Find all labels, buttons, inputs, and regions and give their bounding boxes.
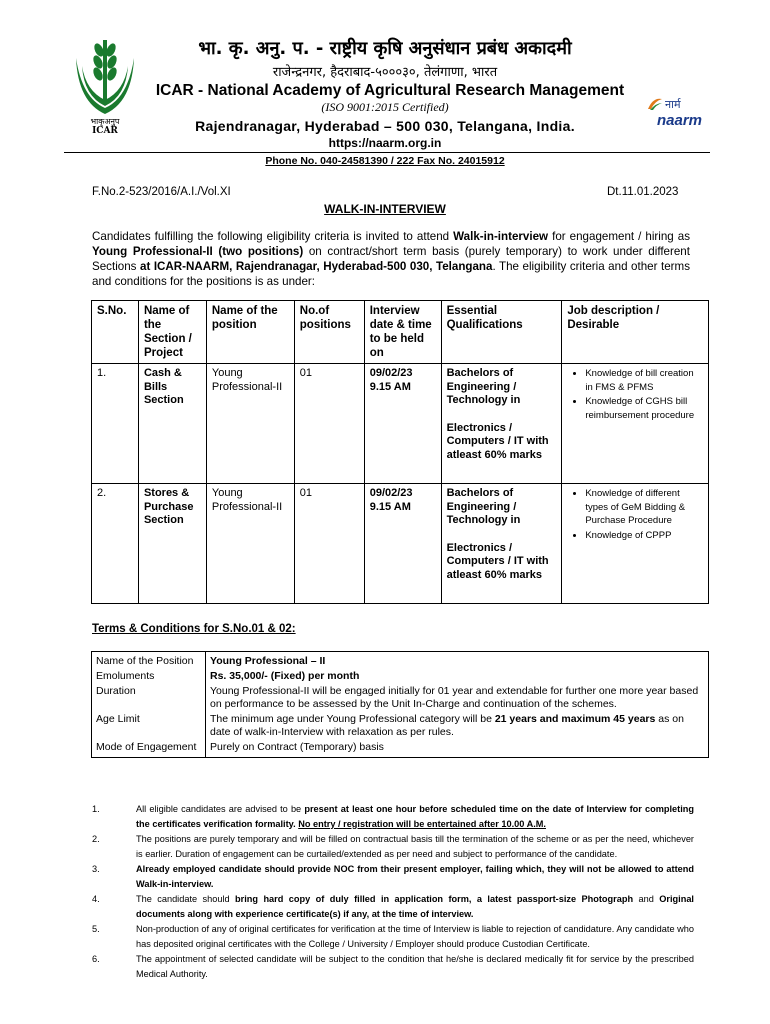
terms-table (91, 651, 709, 758)
terms-value: Rs. 35,000/- (Fixed) per month (206, 669, 709, 684)
icar-logo-hindi: भाकृअनुप (90, 117, 120, 126)
institute-address-hindi: राजेन्द्रनगर, हैदराबाद-५०००३०, तेलंगाणा, भारत (272, 65, 498, 80)
institute-title: ICAR - National Academy of Agricultural Research Management (155, 82, 625, 99)
note-bold: Already employed candidate should provide NOC from their present employer, failing which, they will not be allowed to attend Walk-in-interview. (136, 864, 694, 889)
list-item (92, 922, 694, 951)
table-row (92, 364, 709, 484)
terms-value: Young Professional – II (206, 652, 709, 670)
note-text: The positions are purely temporary and will be filled on contractual basis till the termination of the scheme or as per the need, whichever is earlier. Duration of engagement can be curtailed/extended as per need and subject to performance of the candidate. (136, 834, 694, 859)
website-link[interactable]: https://naarm.org.in (328, 136, 442, 150)
intro-text: . The eligibility criteria and other terms and conditions for the positions is as under: (92, 260, 690, 288)
table-row (92, 484, 709, 604)
iso-certification: (ISO 9001:2015 Certified) (321, 100, 449, 114)
age-text: as on date of walk-in-Interview with relaxation as per rules. (210, 713, 684, 738)
document-date: Dt.11.01.2023 (607, 186, 679, 198)
note-number: 3. (92, 864, 100, 874)
note-underline: No entry / registration will be entertained after 10.00 A.M. (298, 818, 546, 829)
intro-bold: Young Professional-II (two positions) (92, 245, 304, 258)
terms-row (92, 740, 709, 758)
intro-text: on contract/short term basis (purely temporary) to work under different Sections (92, 245, 690, 273)
intro-text: for engagement / hiring as (548, 230, 690, 243)
terms-value: Young Professional-II will be engaged initially for 01 year and extendable for further one more year based on performance to be assessed by the Unit In-Charge and continuation of the schemes. (206, 684, 709, 712)
terms-row (92, 669, 709, 684)
intro-text: Candidates fulfilling the following eligibility criteria is invited to attend (92, 230, 454, 243)
qualification-discipline: Electronics / Computers / IT with atleast 60% marks (446, 421, 549, 461)
terms-row (92, 712, 709, 740)
interview-time: 9.15 AM (369, 380, 411, 393)
list-item (92, 832, 694, 861)
naarm-logo-hindi: नार्म (665, 98, 681, 111)
age-text: The minimum age under Young Professional category will be (210, 713, 495, 725)
intro-bold: Walk-in-interview (453, 230, 549, 243)
qualification-cell (441, 364, 562, 484)
terms-value (206, 712, 709, 740)
note-text: and (633, 894, 660, 904)
terms-label: Duration (92, 684, 206, 712)
note-text: All eligible candidates are advised to be (136, 804, 305, 814)
note-number: 2. (92, 834, 100, 844)
terms-label: Name of the Position (92, 652, 206, 670)
list-item (92, 892, 694, 921)
notes-list (92, 802, 694, 982)
note-bold: bring hard copy of duly filled in application form, a latest passport-size Photograph (235, 894, 634, 904)
age-bold: 21 years and maximum 45 years (494, 713, 656, 725)
job-description-list (567, 487, 703, 542)
terms-row (92, 652, 709, 670)
list-item (92, 802, 694, 831)
list-item (92, 952, 694, 981)
header-divider (64, 152, 710, 153)
naarm-logo-english: naarm (657, 112, 703, 129)
note-number: 5. (92, 924, 100, 934)
section-cell: Stores & Purchase Section (138, 484, 206, 604)
count-cell: 01 (294, 484, 364, 604)
note-bold: present at least one hour before scheduled time on the date of Interview for completing the certificates verification formality. (136, 804, 694, 829)
qualification-degree: Bachelors of Engineering / Technology in (446, 367, 521, 406)
job-description-list (567, 367, 703, 422)
qualification-discipline: Electronics / Computers / IT with atleast 60% marks (446, 541, 549, 581)
notice-heading: WALK-IN-INTERVIEW (324, 202, 446, 216)
list-item: • Knowledge of different types of GeM Bidding & Purchase Procedure (585, 487, 703, 528)
note-text: Non-production of any of original certificates for verification at the time of Interview is liable to rejection of candidature. Any candidate who has deposited original certificates with the College / University / Employer should produce Custodian Certificate. (136, 924, 694, 949)
position-cell: Young Professional-II (206, 484, 294, 604)
terms-heading: Terms & Conditions for S.No.01 & 02: (92, 623, 296, 635)
column-header: Job description / Desirable (562, 301, 709, 364)
note-bold: Original documents along with experience certificate(s) if any, at the time of interview. (136, 894, 694, 919)
list-item: • Knowledge of bill creation in FMS & PFMS (585, 367, 703, 394)
list-item: • Knowledge of CPPP (585, 529, 703, 543)
note-number: 6. (92, 954, 100, 964)
terms-label: Mode of Engagement (92, 740, 206, 758)
column-header: S.No. (92, 301, 139, 364)
column-header: Name of the position (206, 301, 294, 364)
job-description-cell (562, 484, 709, 604)
list-item (92, 862, 694, 891)
positions-table (91, 300, 709, 604)
column-header: Essential Qualifications (441, 301, 562, 364)
intro-bold: at ICAR-NAARM, Rajendranagar, Hyderabad-500 030, Telangana (140, 260, 493, 273)
note-number: 1. (92, 804, 100, 814)
interview-cell (364, 484, 441, 604)
interview-cell (364, 364, 441, 484)
institute-address: Rajendranagar, Hyderabad – 500 030, Telangana, India. (195, 118, 575, 134)
phone-fax: Phone No. 040-24581390 / 222 Fax No. 24015912 (265, 155, 505, 167)
interview-time: 9.15 AM (369, 500, 411, 513)
note-number: 4. (92, 894, 100, 904)
terms-value: Purely on Contract (Temporary) basis (206, 740, 709, 758)
count-cell: 01 (294, 364, 364, 484)
terms-label: Age Limit (92, 712, 206, 740)
note-text: The appointment of selected candidate will be subject to the condition that he/she is declared medically fit for service by the prescribed Medical Authority. (136, 954, 694, 979)
qualification-cell (441, 484, 562, 604)
file-number: F.No.2-523/2016/A.I./Vol.XI (92, 186, 231, 198)
icar-logo-english: ICAR (92, 126, 118, 136)
institute-title-hindi: भा. कृ. अनु. प. - राष्ट्रीय कृषि अनुसंधान प्रबंध अकादमी (198, 38, 572, 59)
interview-date: 09/02/23 (369, 487, 413, 499)
interview-date: 09/02/23 (369, 367, 413, 379)
qualification-degree: Bachelors of Engineering / Technology in (446, 487, 521, 526)
sno-cell: 2. (92, 484, 139, 604)
sno-cell: 1. (92, 364, 139, 484)
position-cell: Young Professional-II (206, 364, 294, 484)
column-header: No.of positions (294, 301, 364, 364)
job-description-cell (562, 364, 709, 484)
section-cell: Cash & Bills Section (138, 364, 206, 484)
list-item: • Knowledge of CGHS bill reimbursement procedure (585, 395, 703, 422)
intro-paragraph (92, 229, 690, 289)
column-header: Interview date & time to be held on (364, 301, 441, 364)
column-header: Name of the Section / Project (138, 301, 206, 364)
terms-label: Emoluments (92, 669, 206, 684)
terms-row (92, 684, 709, 712)
note-text: The candidate should (136, 894, 236, 904)
table-header-row (92, 301, 709, 364)
